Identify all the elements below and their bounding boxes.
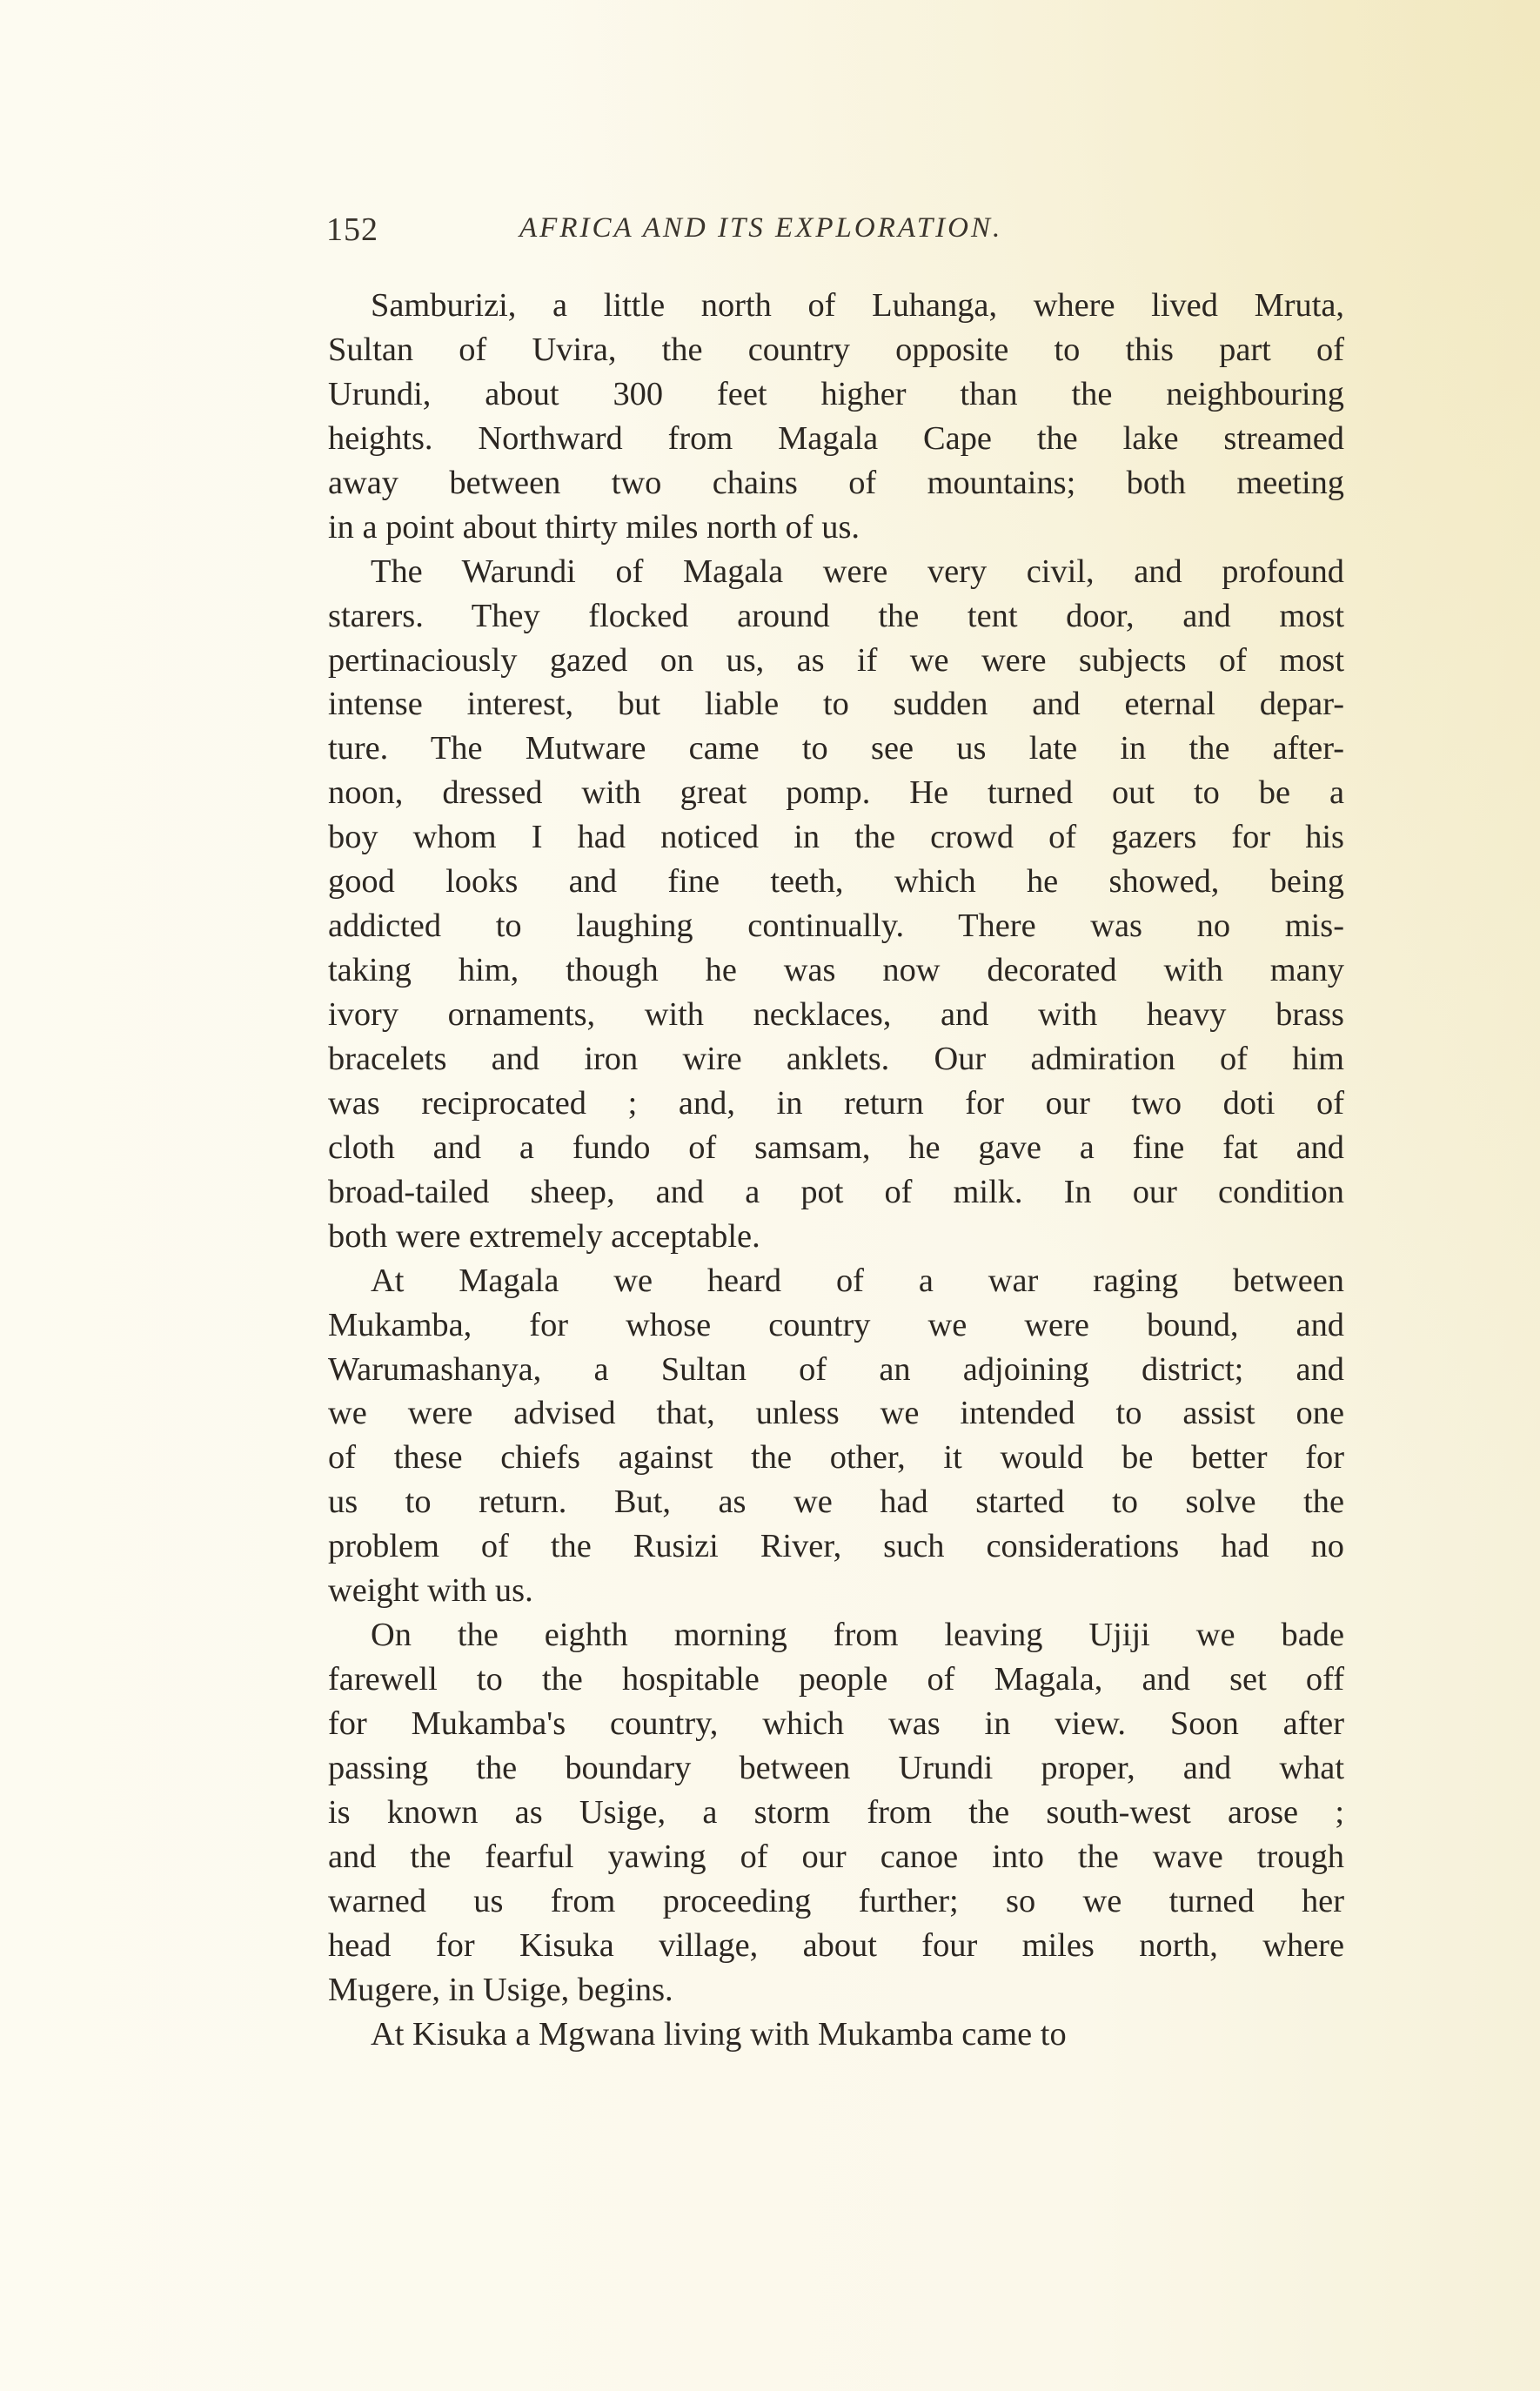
text-line: intense interest, but liable to sudden and eternal depar- xyxy=(328,686,1344,723)
text-line: Samburizi, a little north of Luhanga, where lived Mruta, xyxy=(371,287,1344,324)
text-line: At Kisuka a Mgwana living with Mukamba came to xyxy=(371,2015,1067,2053)
text-line: passing the boundary between Urundi proper, and what xyxy=(328,1749,1344,1786)
text-line: Urundi, about 300 feet higher than the neighbouring xyxy=(328,375,1344,412)
text-line: weight with us. xyxy=(328,1572,533,1610)
text-line: warned us from proceeding further; so we turned her xyxy=(328,1882,1344,1919)
text-line: Mukamba, for whose country we were bound, and xyxy=(328,1306,1344,1343)
text-line: and the fearful yawing of our canoe into the wave trough xyxy=(328,1838,1344,1875)
text-line: is known as Usige, a storm from the south-west arose ; xyxy=(328,1793,1344,1831)
running-head xyxy=(326,211,1344,254)
text-line: Mugere, in Usige, begins. xyxy=(328,1971,673,2008)
text-line: broad-tailed sheep, and a pot of milk. In our condition xyxy=(328,1173,1344,1210)
text-line: noon, dressed with great pomp. He turned out to be a xyxy=(328,774,1344,812)
text-line: heights. Northward from Magala Cape the lake streamed xyxy=(328,419,1344,457)
text-line: of these chiefs against the other, it would be better for xyxy=(328,1439,1344,1477)
text-line: for Mukamba's country, which was in view. Soon after xyxy=(328,1705,1344,1742)
text-line: both were extremely acceptable. xyxy=(328,1217,760,1255)
text-line: problem of the Rusizi River, such considerations had no xyxy=(328,1528,1344,1565)
running-title: AFRICA AND ITS EXPLORATION. xyxy=(519,212,1003,244)
text-line: farewell to the hospitable people of Magala, and set off xyxy=(328,1661,1344,1698)
text-line: ture. The Mutware came to see us late in the after- xyxy=(328,730,1344,767)
text-line: good looks and fine teeth, which he showed, being xyxy=(328,863,1344,901)
text-line: cloth and a fundo of samsam, he gave a fine fat and xyxy=(328,1129,1344,1166)
text-line: addicted to laughing continually. There was no mis- xyxy=(328,908,1344,945)
text-line: On the eighth morning from leaving Ujiji we bade xyxy=(371,1617,1344,1654)
body-text xyxy=(328,284,1344,2057)
text-line: taking him, though he was now decorated with many xyxy=(328,952,1344,989)
text-line: ivory ornaments, with necklaces, and with heavy brass xyxy=(328,996,1344,1033)
text-line: was reciprocated ; and, in return for our two doti of xyxy=(328,1084,1344,1122)
paragraph xyxy=(328,1613,1344,2012)
text-line: us to return. But, as we had started to solve the xyxy=(328,1483,1344,1521)
text-line: bracelets and iron wire anklets. Our admiration of him xyxy=(328,1040,1344,1077)
text-line: boy whom I had noticed in the crowd of gazers for his xyxy=(328,819,1344,856)
text-line: At Magala we heard of a war raging between xyxy=(371,1262,1344,1299)
text-line: in a point about thirty miles north of us. xyxy=(328,508,860,546)
text-line: starers. They flocked around the tent door, and most xyxy=(328,597,1344,634)
text-line: we were advised that, unless we intended to assist one xyxy=(328,1395,1344,1432)
text-line: head for Kisuka village, about four miles north, where xyxy=(328,1926,1344,1964)
page-number: 152 xyxy=(326,211,378,248)
text-line: away between two chains of mountains; both meeting xyxy=(328,464,1344,501)
text-line: The Warundi of Magala were very civil, and profound xyxy=(371,553,1344,590)
paragraph xyxy=(328,284,1344,550)
paragraph xyxy=(328,550,1344,1259)
text-line: Warumashanya, a Sultan of an adjoining district; and xyxy=(328,1350,1344,1388)
paragraph xyxy=(328,1259,1344,1614)
text-line: pertinaciously gazed on us, as if we were subjects of most xyxy=(328,641,1344,679)
text-line: Sultan of Uvira, the country opposite to this part of xyxy=(328,331,1344,368)
paragraph xyxy=(328,2013,1344,2057)
